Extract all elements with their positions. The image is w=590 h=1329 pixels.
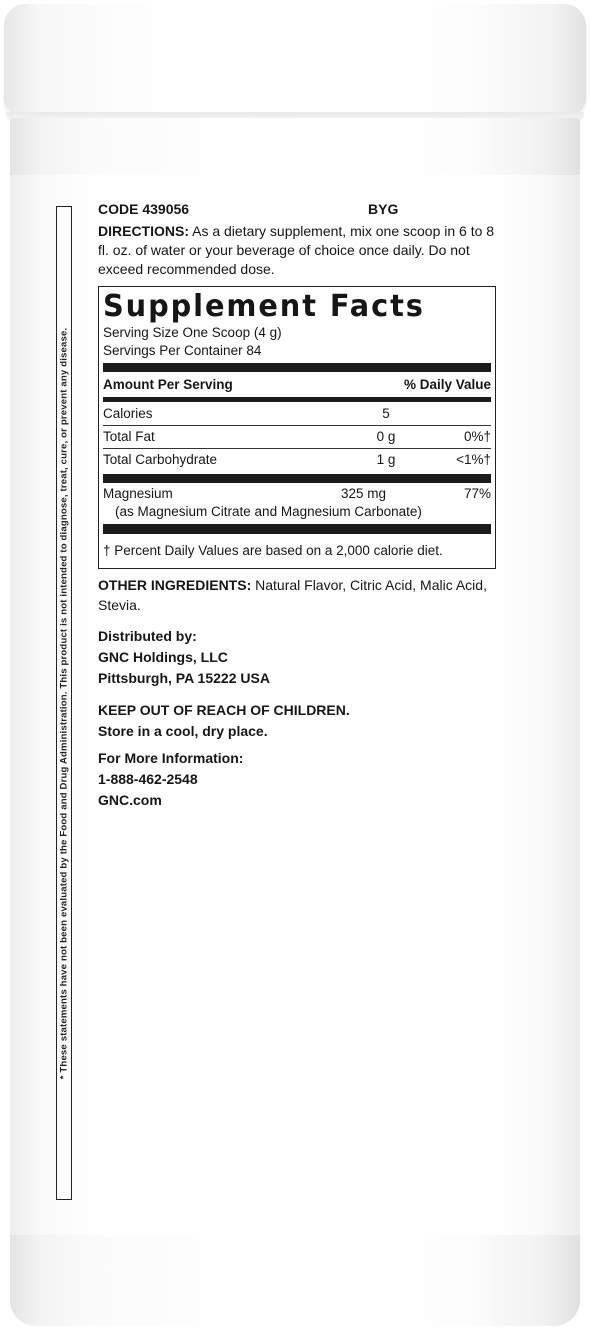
distributor-line: GNC Holdings, LLC <box>98 649 228 665</box>
facts-divider <box>103 363 491 372</box>
nutrient-amount: 5 <box>382 406 390 421</box>
nutrient-name: Total Fat <box>103 429 155 444</box>
nutrient-row <box>103 403 491 426</box>
magnesium-row <box>103 485 491 503</box>
nutrient-amount: 0 g <box>376 429 396 444</box>
other-ingredients <box>98 575 496 615</box>
magnesium-source: (as Magnesium Citrate and Magnesium Carbonate) <box>115 504 422 519</box>
info-line: For More Information: <box>98 750 244 766</box>
facts-divider <box>103 397 491 402</box>
directions-text: As a dietary supplement, mix one scoop in 6 to 8 fl. oz. of water or your beverage of choice once daily. Do not exceed recommended dose. <box>98 223 495 277</box>
facts-divider <box>103 474 491 483</box>
nutrient-dv <box>431 403 491 425</box>
facts-divider <box>103 524 491 534</box>
facts-header <box>103 374 491 396</box>
lot-code: BYG <box>368 201 399 217</box>
magnesium-dv: 77% <box>463 486 491 501</box>
info-block <box>98 748 496 811</box>
disclaimer-box <box>56 206 72 1200</box>
distributor-line: Pittsburgh, PA 15222 USA <box>98 670 270 686</box>
code-row <box>98 201 496 221</box>
dv-footnote: † Percent Daily Values are based on a 2,000 calorie diet. <box>103 543 443 558</box>
nutrient-amount: 1 g <box>376 452 396 467</box>
servings-per-container: Servings Per Container 84 <box>103 343 262 358</box>
serving-size: Serving Size One Scoop (4 g) <box>103 325 282 340</box>
nutrient-dv: 0%† <box>463 429 491 444</box>
info-line: 1-888-462-2548 <box>98 771 198 787</box>
dv-header: % Daily Value <box>403 377 491 392</box>
distributor-block <box>98 626 496 689</box>
facts-title: Supplement Facts <box>103 289 425 324</box>
warnings-block <box>98 700 496 742</box>
nutrient-row <box>103 426 491 449</box>
nutrient-name: Total Carbohydrate <box>103 452 218 467</box>
disclaimer-text: * These statements have not been evaluated by the Food and Drug Administration. This product is not intended to diagnose, treat, cure, or prevent any disease. <box>58 327 70 1079</box>
warning-line: Store in a cool, dry place. <box>98 723 268 739</box>
magnesium-amount: 325 mg <box>341 486 387 501</box>
warning-line: KEEP OUT OF REACH OF CHILDREN. <box>98 702 350 718</box>
directions-label: DIRECTIONS: <box>98 223 189 239</box>
other-ingredients-label: OTHER INGREDIENTS: <box>98 577 252 593</box>
magnesium-name: Magnesium <box>103 486 173 501</box>
distributor-line: Distributed by: <box>98 628 197 644</box>
product-code: CODE 439056 <box>98 201 190 217</box>
info-line: GNC.com <box>98 792 162 808</box>
label-content <box>98 201 496 811</box>
nutrient-dv: <1%† <box>456 452 491 467</box>
directions <box>98 222 496 279</box>
container-lid <box>4 4 586 116</box>
other-ingredients-text: Natural Flavor, Citric Acid, Malic Acid, Stevia. <box>98 577 487 613</box>
nutrient-row <box>103 449 491 471</box>
amount-header: Amount Per Serving <box>103 377 233 392</box>
supplement-facts-panel <box>98 286 496 569</box>
nutrient-name: Calories <box>103 406 153 421</box>
